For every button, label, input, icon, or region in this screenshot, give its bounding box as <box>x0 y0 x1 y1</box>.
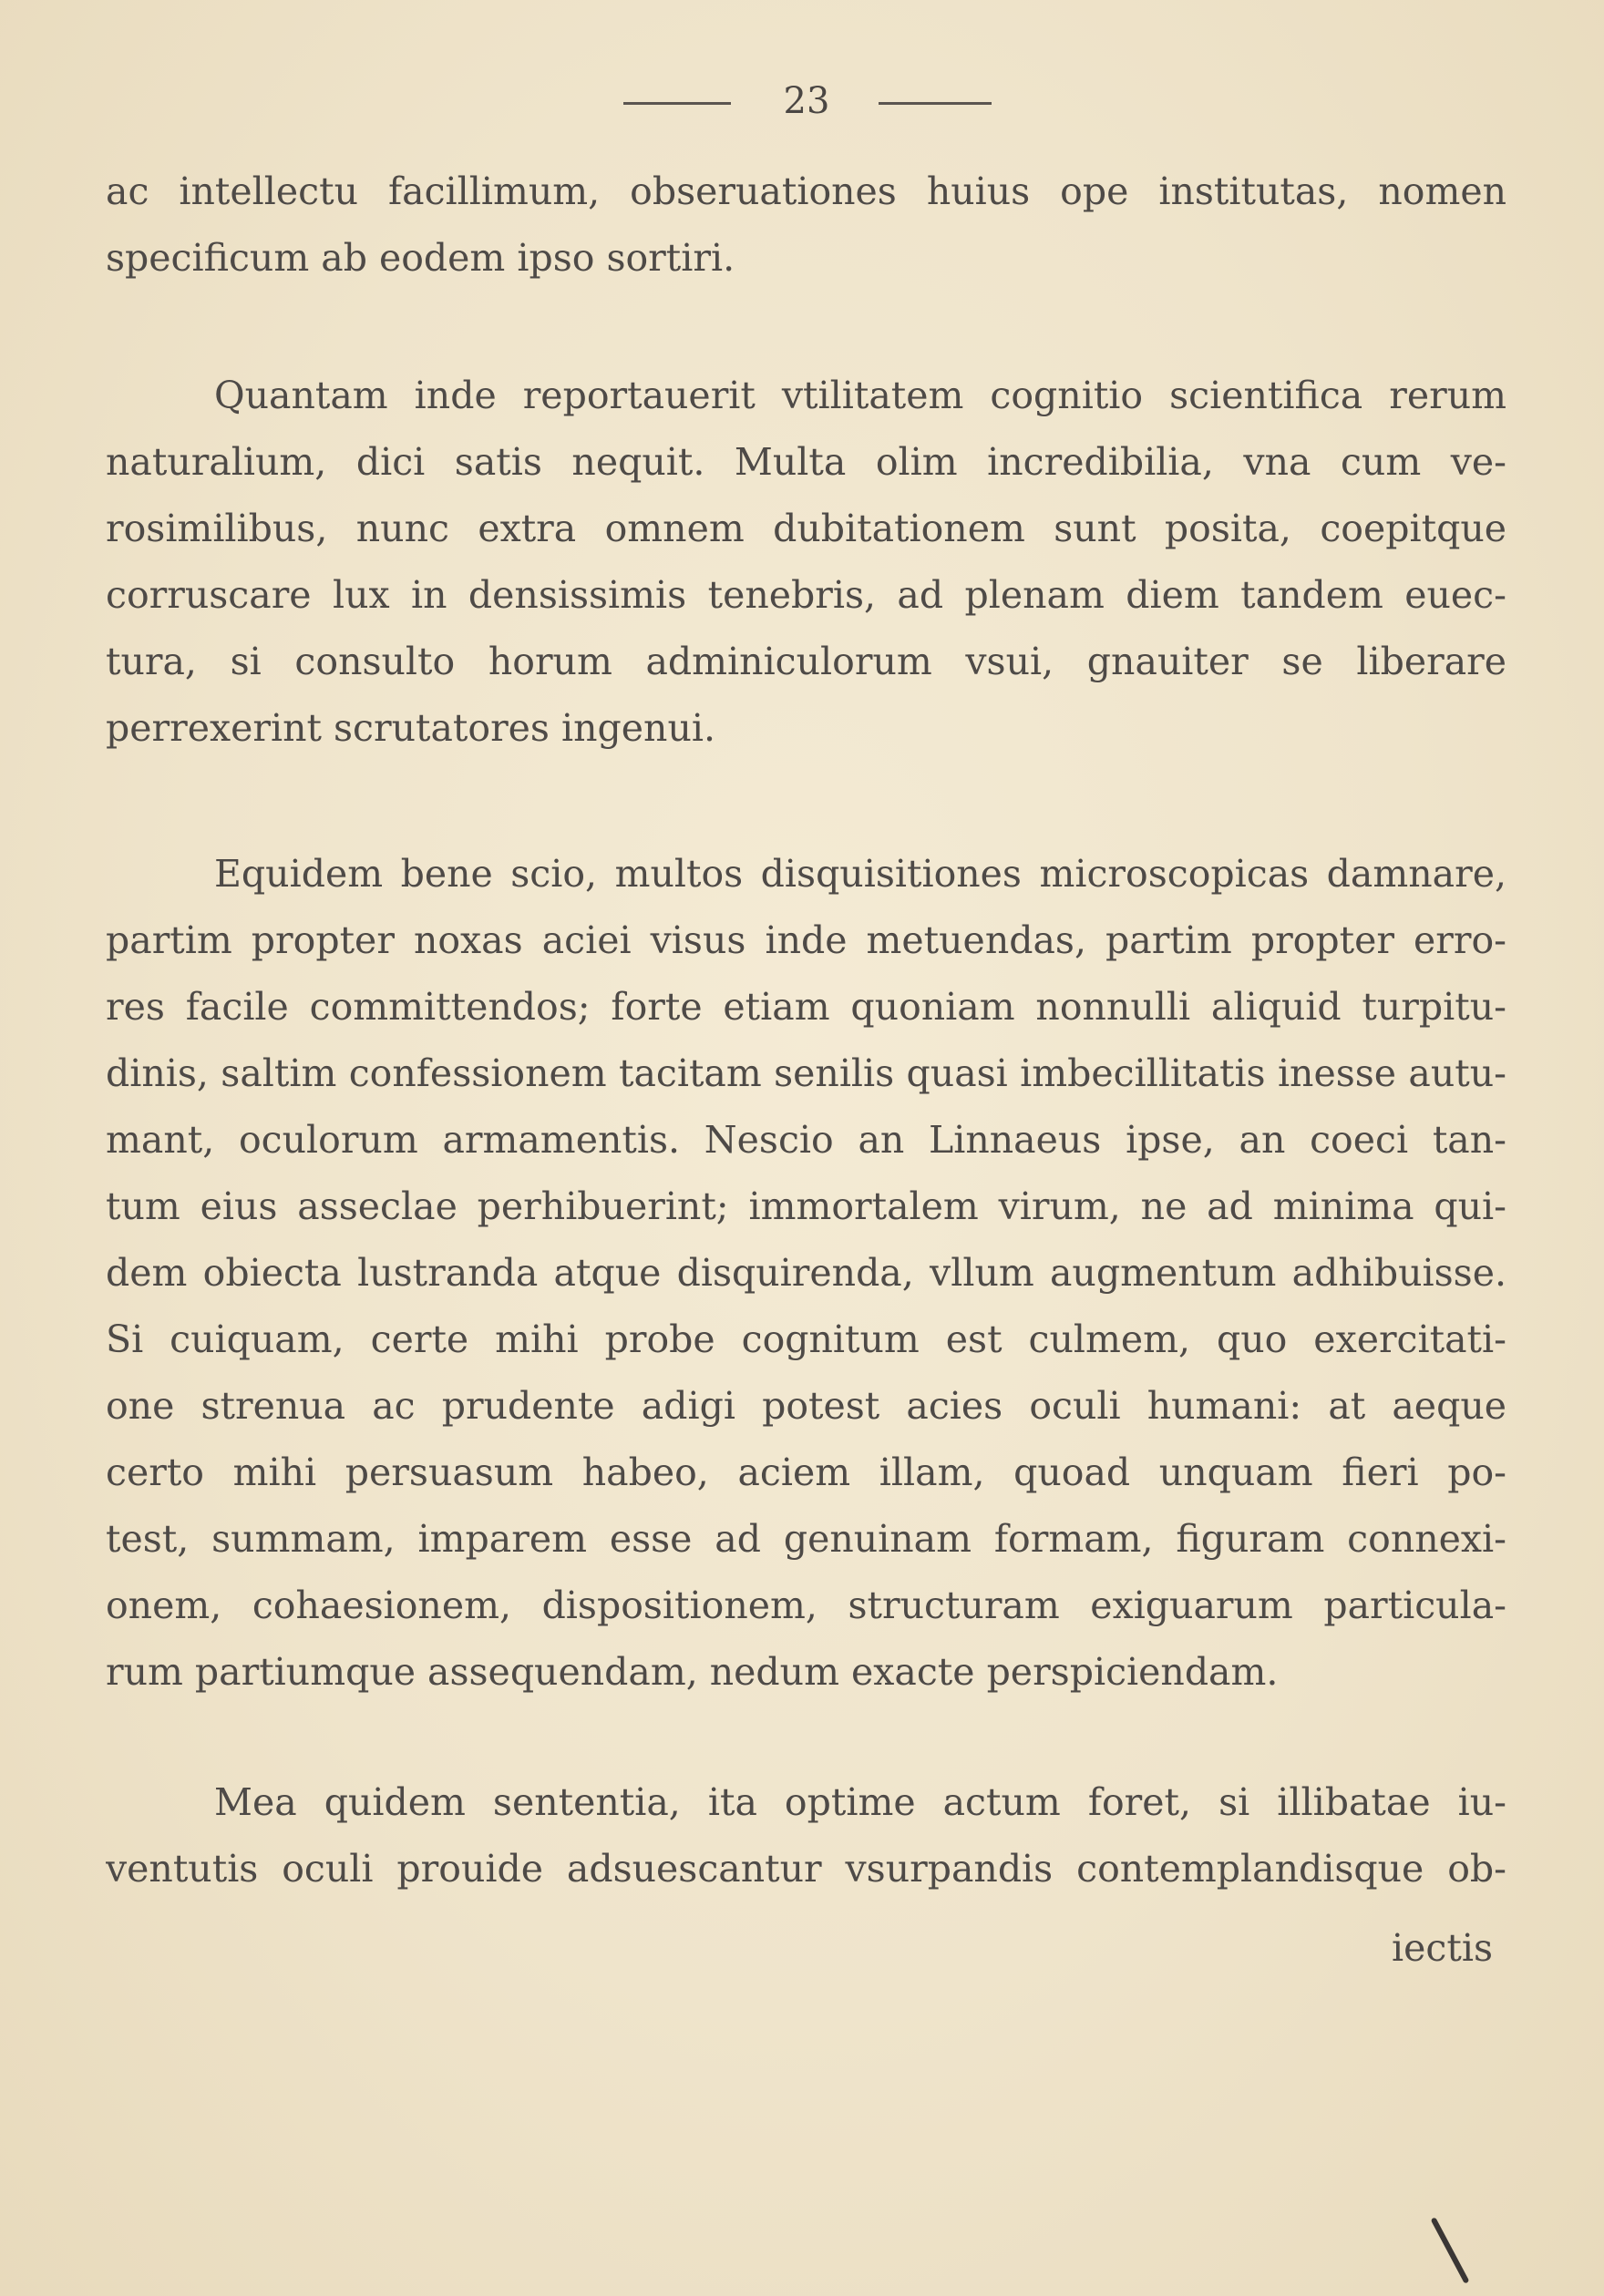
catchword: iectis <box>1392 1926 1493 1970</box>
ink-stroke-mark <box>1431 2217 1470 2283</box>
text-line: rum partiumque assequendam, nedum exacte perspiciendam. <box>106 1650 1279 1694</box>
text-line: one strenua ac prudente adigi potest acies oculi humani: at aeque <box>106 1384 1506 1428</box>
text-line: Mea quidem sententia, ita optime actum foret, si illibatae iu- <box>214 1780 1506 1824</box>
header-rule-right <box>879 102 992 105</box>
text-line: Si cuiquam, certe mihi probe cognitum est culmem, quo exercitati- <box>106 1317 1506 1361</box>
header-rule-left <box>623 102 731 105</box>
text-line: res facile committendos; forte etiam quoniam nonnulli aliquid turpitu- <box>106 985 1506 1029</box>
text-line: Equidem bene scio, multos disquisitiones microscopicas damnare, <box>214 852 1506 896</box>
paragraph-continuation <box>106 159 1506 292</box>
text-line: mant, oculorum armamentis. Nescio an Linnaeus ipse, an coeci tan- <box>106 1118 1506 1162</box>
text-line: corruscare lux in densissimis tenebris, ad plenam diem tandem euec- <box>106 573 1506 617</box>
text-line: test, summam, imparem esse ad genuinam formam, figuram connexi- <box>106 1517 1506 1561</box>
text-line: naturalium, dici satis nequit. Multa olim incredibilia, vna cum ve- <box>106 440 1506 484</box>
text-line: perrexerint scrutatores ingenui. <box>106 706 715 750</box>
text-line: certo mihi persuasum habeo, aciem illam, quoad unquam fieri po- <box>106 1450 1506 1494</box>
text-line: onem, cohaesionem, dispositionem, structuram exiguarum particula- <box>106 1584 1506 1627</box>
paragraph-equidem <box>106 841 1506 1706</box>
text-line: specificum ab eodem ipso sortiri. <box>106 236 735 280</box>
page-number: 23 <box>783 80 830 122</box>
text-line: dinis, saltim confessionem tacitam senilis quasi imbecillitatis inesse autu- <box>106 1051 1506 1095</box>
paragraph-quantam <box>106 363 1506 762</box>
page-header <box>0 80 1604 126</box>
text-line: tura, si consulto horum adminiculorum vsui, gnauiter se liberare <box>106 640 1506 683</box>
text-line: tum eius asseclae perhibuerint; immortalem virum, ne ad minima qui- <box>106 1184 1506 1228</box>
text-line: rosimilibus, nunc extra omnem dubitationem sunt posita, coepitque <box>106 507 1506 550</box>
text-line: partim propter noxas aciei visus inde metuendas, partim propter erro- <box>106 918 1506 962</box>
text-line: Quantam inde reportauerit vtilitatem cognitio scientifica rerum <box>214 374 1506 417</box>
paragraph-mea <box>106 1769 1506 1902</box>
text-line: ventutis oculi prouide adsuescantur vsurpandis contemplandisque ob- <box>106 1847 1506 1891</box>
text-line: dem obiecta lustranda atque disquirenda, vllum augmentum adhibuisse. <box>106 1251 1506 1295</box>
text-line: ac intellectu facillimum, obseruationes huius ope institutas, nomen <box>106 169 1506 213</box>
